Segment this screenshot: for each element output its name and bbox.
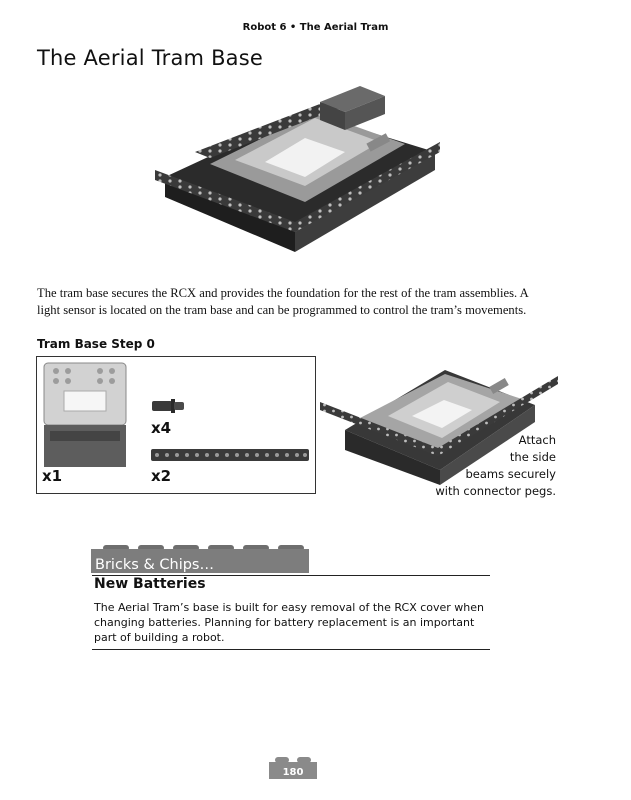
rcx-brick-image (42, 361, 128, 469)
sidebar-text (94, 600, 494, 645)
section-title: The Aerial Tram Base (37, 46, 264, 70)
caption-line-4: with connector pegs. (435, 484, 556, 498)
connector-peg-qty: x4 (151, 419, 172, 437)
sidebar-line-3: part of building a robot. (94, 631, 225, 644)
step-title: Tram Base Step 0 (37, 337, 155, 351)
connector-peg-image (151, 399, 185, 413)
running-head: Robot 6 • The Aerial Tram (242, 22, 389, 33)
sidebar-bottom-rule (92, 649, 490, 650)
intro-line-2: light sensor is located on the tram base and can be programmed to control the tram’s movements. (37, 303, 527, 317)
sidebar-line-1: The Aerial Tram’s base is built for easy removal of the RCX cover when (94, 601, 485, 614)
step-caption (420, 432, 556, 500)
rcx-qty: x1 (42, 467, 63, 485)
sidebar-title: New Batteries (94, 576, 206, 592)
sidebar-banner-text: Bricks & Chips… (95, 557, 214, 573)
intro-paragraph (37, 285, 557, 319)
sidebar-line-2: changing batteries. Planning for battery replacement is an important (94, 616, 475, 629)
tram-base-illustration (155, 82, 445, 262)
caption-line-2: the side (509, 450, 556, 464)
beam-image (151, 447, 309, 463)
parts-list-box (36, 356, 316, 494)
beam-qty: x2 (151, 467, 172, 485)
intro-line-1: The tram base secures the RCX and provides the foundation for the rest of the tram assemblies. A (37, 286, 529, 300)
caption-line-1: Attach (518, 433, 556, 447)
page-number: 180 (282, 767, 304, 778)
caption-line-3: beams securely (465, 467, 556, 481)
